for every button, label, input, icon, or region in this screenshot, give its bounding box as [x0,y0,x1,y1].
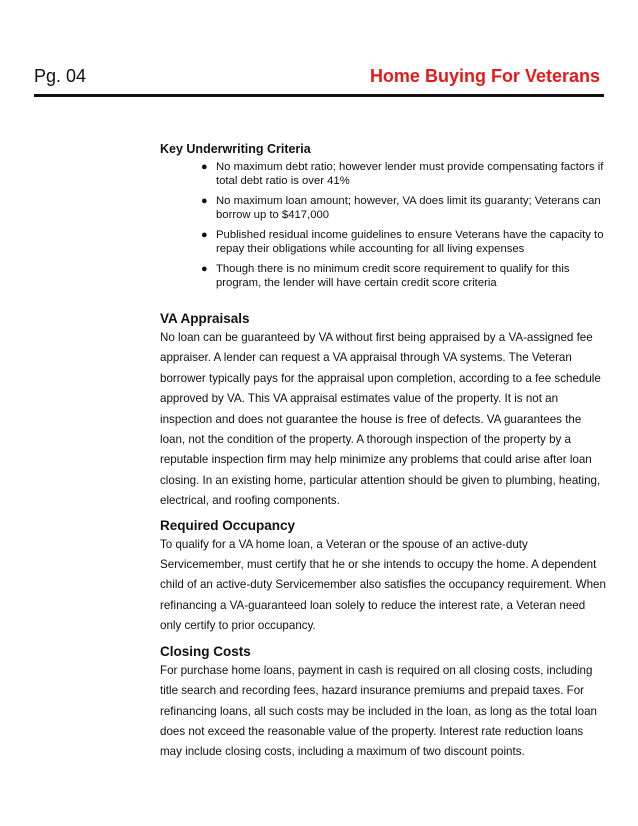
closing-costs-section [160,644,606,763]
bullet-icon: ● [201,229,208,241]
bullet-icon: ● [201,195,208,207]
page-content [160,142,606,763]
bullet-icon: ● [201,161,208,173]
criteria-item-text: No maximum debt ratio; however lender must provide compensating factors if total debt ratio is over 41% [216,161,604,187]
va-appraisals-section [160,311,606,512]
criteria-list [160,160,606,290]
header-rule [34,94,604,97]
criteria-item-text: Though there is no minimum credit score requirement to qualify for this program, the lender will have certain credit score criteria [216,263,570,289]
criteria-item-text: No maximum loan amount; however, VA does limit its guaranty; Veterans can borrow up to $417,000 [216,195,601,221]
page-number: Pg. 04 [34,66,87,86]
bullet-icon: ● [201,263,208,275]
underwriting-criteria-section [160,142,606,290]
required-occupancy-heading: Required Occupancy [160,517,296,533]
criteria-item [160,194,606,222]
required-occupancy-body: To qualify for a VA home loan, a Veteran or the spouse of an active-duty Servicemember, must certify that he or she intends to occupy the home. A dependent child of an active-duty Servicemember also satisfies the occupancy requirement. When refinancing a VA-guaranteed loan solely to reduce the interest rate, a Veteran need only certify to prior occupancy. [160,537,606,633]
va-appraisals-body: No loan can be guaranteed by VA without first being appraised by a VA-assigned fee appraiser. A lender can request a VA appraisal through VA systems. The Veteran borrower typically pays for the appraisal upon completion, according to a fee schedule approved by VA. This VA appraisal estimates value of the property. It is not an inspection and does not guarantee the house is free of defects. VA guarantees the loan, not the condition of the property. A thorough inspection of the property by a reputable inspection firm may help minimize any problems that could arise after loan closing. In an existing home, particular attention should be given to plumbing, heating, electrical, and roofing components. [160,331,601,508]
closing-costs-body: For purchase home loans, payment in cash is required on all closing costs, including title search and recording fees, hazard insurance premiums and prepaid taxes. For refinancing loans, all such costs may be included in the loan, as long as the total loan does not exceed the reasonable value of the property. Interest rate reduction loans may include closing costs, including a maximum of two discount points. [160,663,597,759]
closing-costs-heading: Closing Costs [160,643,251,659]
va-appraisals-heading: VA Appraisals [160,311,250,326]
criteria-item [160,228,606,256]
document-title: Home Buying For Veterans [369,66,600,86]
page-header [34,66,600,96]
underwriting-criteria-heading: Key Underwriting Criteria [160,142,311,156]
required-occupancy-section [160,518,606,637]
criteria-item-text: Published residual income guidelines to ensure Veterans have the capacity to repay their obligations while accounting for all living expenses [216,229,604,255]
criteria-item [160,160,606,188]
criteria-item [160,262,606,290]
